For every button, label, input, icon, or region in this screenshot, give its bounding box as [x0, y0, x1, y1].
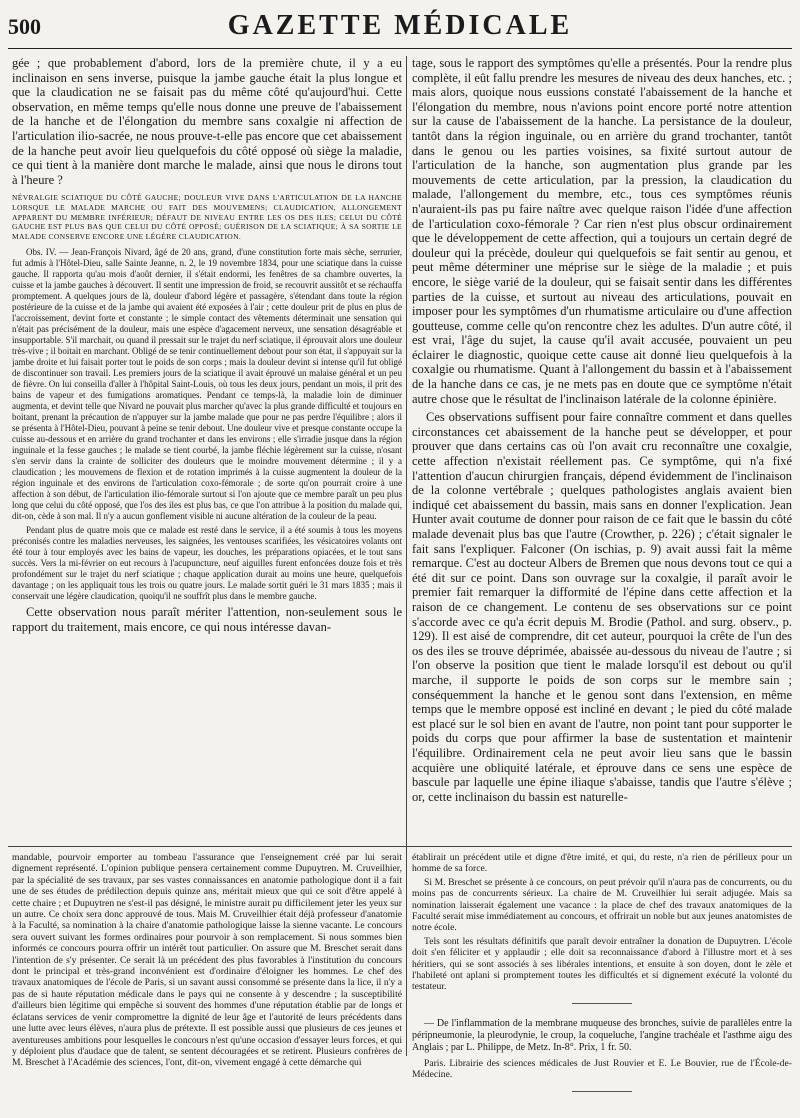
right-paragraph-2: Ces observations suffisent pour faire connaître comment et dans quelles circonstances cet abaissement de la hanche peut se développer, et pour prouver que dans certains cas où l'on avait cru reconnaître une coxalgie, cette affection n'existait réellement pas. Ce symptôme, qui n'a fixé l'attention d'aucun chirurgien français, dépend évidemment de l'inclinaison de la colonne vertébrale ; quelques pathologistes anglais avaient bien indiqué cet abaissement du bassin, mais sans en donner l'explication. Jean Hunter avait coutume de donner pour raison de ce fait que le bassin du côté malade devenait plus bas que l'autre (Crowther, p. 226) ; c'était signaler le fait sans l'expliquer. Falconer (On ischias, p. 9) avait aussi fait la même remarque. C'est au docteur Albers de Bremen que nous devons tout ce qui a été dit sur ce point. Dans son ouvrage sur la coxalgie, il paraît avoir le premier fait remarquer la difformité de l'épine dans cette affection et la raison de ce changement. Le contenu de ses observations sur ce point s'accorde avec ce qu'a écrit depuis M. Brodie (Pathol. and surg. observ., p. 129). Il est aisé de comprendre, dit cet auteur, pourquoi la crête de l'un des os des iles se trouve déprimée, abaissée au-dessous du niveau de l'autre ; si l'on observe la position que tient le malade lorsqu'il est debout ou qu'il marche, il supporte le poids de son corps sur le membre sain ; conséquemment la hanche et le genou sont dans l'extension, en même temps que le membre opposé est incliné en devant ; le pied du côté malade est placé sur le sol bien en avant de l'autre, non point tant pour supporter le poids du corps que pour affirmer la base de sustentation et maintenir l'équilibre. Ordinairement cela ne peut avoir lieu sans que le bassin acquière une obliquité latérale, et éprouve dans ce sens une espèce de bascule par laquelle une épine iliaque s'abaisse, tandis que l'autre s'élève ; or, cette inclinaison du bassin est naturelle-: [412, 410, 792, 804]
end-separator: [572, 1091, 632, 1092]
observation-heading: NÉVRALGIE SCIATIQUE DU CÔTÉ GAUCHE; DOULEUR VIVE DANS L'ARTICULATION DE LA HANCHE LORSQUE LE MALADE MARCHE OU FAIT DES MOUVEMENS; CLAUDICATION, ALLONGEMENT APPARENT DU MEMBRE INFÉRIEUR; DÉFAUT DE NIVEAU ENTRE LES OS DES ILES; CELUI DU CÔTÉ GAUCHE EST PLUS BAS QUE CELUI DU CÔTÉ OPPOSÉ; GUÉRISON DE LA SCIATIQUE; À SA SORTIE LE MALADE CONSERVE ENCORE UNE LÉGÈRE CLAUDICATION.: [12, 193, 402, 241]
left-column: [12, 56, 402, 846]
column-divider: [406, 56, 407, 1056]
footnote-left-text: mandable, pourvoir emporter au tombeau l'assurance que l'enseignement créé par lui serait dignement représenté. L'opinion publique pensera certainement comme Dupuytren. M. Cruveilhier, par la spécialité de ses travaux, par ses vastes connaissances en anatomie pathologique dont il a fait une de ses études de prédilection depuis quinze ans, méritait mieux que qui ce soit d'être appelé à cette chaire ; et Dupuytren ne s'est-il pas désigné, le ministre aurait pu difficilement jeter les yeux sur un autre. Ce choix sera donc approuvé de tous. Mais M. Cruveilhier était déjà professeur d'anatomie à la Faculté, sa nomination à la chaire d'anatomie pathologique laisse la sienne vacante. Le concours sera ouvert suivant les formes ordinaires pour pourvoir à son remplacement. Si nous sommes bien informés ce concours pourra offrir un intérêt tout particulier. On assure que M. Breschet serait dans l'intention de s'y présenter. Ce serait là un précédent des plus favorables à l'institution du concours dont le principal et très-grand inconvénient est d'ordinaire d'éloigner les hommes. Le chef des travaux anatomiques de l'école de Paris, si un savant aussi consommé se présente dans la lice, il n'y a pas de si haute réputation médicale dans le pays qui ne consente à y descendre ; la susceptibilité d'ailleurs bien légitime qui empêche si souvent des hommes d'une réputation établie par de longs et éclatans services de venir compromettre la dignité de leur âge et l'autorité de leurs précédents dans une lutte avec leurs élèves, n'aura plus de prétexte. Il est possible aussi que plusieurs de ces jeunes et aventureuses ambitions pour lesquelles le concours n'est qu'une occasion d'essayer leurs forces, et qui y déploient plus d'audace que de talent, se sentent découragées et se retirent. Plusieurs confrères de M. Breschet à l'Académie des sciences, l'ont, dit-on, vivement engagé à cette démarche qui: [12, 852, 402, 1069]
footnote-right: [412, 852, 792, 1112]
journal-title: GAZETTE MÉDICALE: [227, 10, 573, 41]
left-paragraph-3: Cette observation nous paraît mériter l'attention, non-seulement sous le rapport du traitement, mais encore, ce qui nous intéresse davan-: [12, 605, 402, 634]
footnote-separator: [572, 1003, 632, 1004]
bibliography-entry: — De l'inflammation de la membrane muqueuse des bronches, suivie de parallèles entre la péripneumonie, la pleurodynie, le croup, la coqueluche, l'angine trachéale et l'asthme aigu des Anglais ; par L. Philippe, de Metz. In-8°. Prix, 1 fr. 50.: [412, 1017, 792, 1053]
footnote-right-p1: établirait un précédent utile et digne d'être imité, et qui, du reste, n'a rien de périlleux pour un homme de sa force.: [412, 852, 792, 875]
observation-body: Obs. IV. — Jean-François Nivard, âgé de 20 ans, grand, d'une constitution forte mais sèche, serrurier, fut admis à l'Hôtel-Dieu, salle Sainte Jeanne, n. 2, le 19 novembre 1834, pour une sciatique dans la cuisse gauche. Il rapporta qu'au mois d'août dernier, il s'était endormi, les fenêtres de sa chambre ouvertes, la cuisse et la jambe gauches à découvert. Il sentit une impression de froid, se recouvrit aussitôt et se réchauffa promptement. A quelques jours de là, douleur d'abord légère et passagère, s'étendant dans toute la région postérieure de la cuisse et de la jambe qui avaient été exposées à l'air ; cette douleur prit de plus en plus de l'accroissement, devint forte et constante ; le simple contact des vêtements déterminait une sensation qui n'était pas précisément de la douleur, mais une espèce d'agacement nerveux, une sensation désagréable et insupportable. S'il marchait, ou quand il pressait sur le trajet du nerf sciatique, il éprouvait alors une douleur très-vive ; il boitait en marchant. Obligé de se tenir continuellement debout pour son état, il s'appuyait sur la jambe droite et lui faisait porter tout le poids de son corps ; mais la douleur devint si intense qu'il fut obligé de discontinuer son travail. Les premiers jours de la sciatique il avait éprouvé un malaise général et un peu de fièvre. On lui conseilla d'aller à l'hôpital Saint-Louis, où tous les deux jours, pendant un mois, il prit des bains de vapeur et des fumigations aromatiques. Pendant ce temps-là, la maladie loin de diminuer augmenta, et devint telle que Nivard ne pouvait plus marcher qu'avec la plus grande difficulté et toujours en boitant, prenant la précaution de n'appuyer sur la jambe malade que pour ne pas perdre l'équilibre ; alors il se présenta à l'Hôtel-Dieu, pouvant à peine se tenir debout. Une douleur vive et presque constante occupe la cuisse au-dessous et en arrière du grand trochanter et dans les environs ; elle s'irradie jusque dans la région inguinale et la fesse gauches ; le malade se tient courbé, la jambe fléchie légèrement sur la cuisse, n'osant s'en servir dans la crainte de solliciter des douleurs que le moindre mouvement détermine ; il y a claudication ; les mouvemens de flexion et de rotation imprimés à la cuisse augmentent la douleur de la région inguinale et des environs de l'articulation coxo-fémorale ; de sorte qu'on pourrait croire à une affection à son début, de l'articulation ilio-fémorale surtout si l'on ajoute que ce membre paraît un peu plus long que celui du côté opposé, que l'os des iles est plus bas, ce que l'on attribue à la position du malade qui, dit-on, cède à son mal. Il n'y a aucun gonflement visible ni aucune altération de la couleur de la peau.: [12, 247, 402, 522]
left-paragraph-2: Pendant plus de quatre mois que ce malade est resté dans le service, il a été soumis à tous les moyens préconisés contre les maladies nerveuses, les saignées, les ventouses scarifiées, les vésicatoires volants ont été tour à tour employés avec les bains de vapeur, les douches, les préparations opiacées, et le tout sans succès. Vers la mi-février on eut recours à l'acupuncture, neuf aiguilles furent enfoncées douze fois et très profondément sur le trajet du nerf sciatique ; chaque application durait au moins une heure, quelquefois davantage ; on les appliquait tous les trois ou quatre jours. Le malade sortit guéri le 31 mars 1835 ; mais il conservait une légère claudication, quoiqu'il ne souffrît plus dans le membre gauche.: [12, 525, 402, 602]
left-paragraph-1: gée ; que probablement d'abord, lors de la première chute, il y a eu inclinaison en sens inverse, puisque la jambe gauche était la plus longue et que la claudication ne se faisait pas du même côté qu'aujourd'hui. Cette observation, en même temps qu'elle nous donne une preuve de l'abaissement de la hanche et de l'élongation du membre sans coxalgie ni affection de l'articulation ilio-sacrée, ne nous prouve-t-elle pas encore que cet abaissement de la hanche peut avoir lieu quelquefois du côté opposé où siège la maladie, ce qui tient à la manière dont marche le malade, ainsi que nous le dirons tout à l'heure ?: [12, 56, 402, 187]
right-column: [412, 56, 792, 846]
footnote-right-p3: Tels sont les résultats définitifs que paraît devoir entraîner la donation de Dupuytren. L'école doit s'en féliciter et y applaudir ; elle doit sa reconnaissance d'abord à l'illustre mort et à ses héritiers, qui se sont associés à ses libérales intentions, et ensuite à son doyen, dont le zèle et l'habileté ont aplani si promptement toutes les difficultés et si dignement exécuté la volonté du testateur.: [412, 935, 792, 993]
header-rule: [8, 48, 792, 49]
footnote-rule: [8, 846, 792, 847]
footnote-right-p2: Si M. Breschet se présente à ce concours, on peut prévoir qu'il n'aura pas de concurrents, ou du moins pas de concurrents sérieux. La chaire de M. Cruveilhier lui serait adjugée. Mais sa nomination laisserait également une vacance : la place de chef des travaux anatomiques de la Faculté serait mise immédiatement au concours, et offrirait un noble but aux jeunes anatomistes de notre école.: [412, 876, 792, 934]
footnote-left: [12, 852, 402, 1112]
page-header: [8, 8, 792, 48]
bibliography-publisher: Paris. Librairie des sciences médicales de Just Rouvier et E. Le Bouvier, rue de l'École-de-Médecine.: [412, 1057, 792, 1081]
page-number: 500: [8, 14, 41, 39]
right-paragraph-1: tage, sous le rapport des symptômes qu'elle a présentés. Pour la rendre plus complète, il eût fallu prendre les mesures de niveau des deux hanches, etc. ; mais alors, quoique nous eussions constaté l'abaissement de la hanche et l'élongation du membre, nous n'avions point encore porté notre attention sur la cause de l'abaissement de la hanche. La persistance de la douleur, tantôt dans la région inguinale, ou en arrière du grand trochanter, tantôt dans le genou ou les parties voisines, sa fixité surtout autour de l'articulation de la hanche, son augmentation plus grande par les mouvements de cette articulation, par la pression, la claudication du malade, l'allongement du membre, etc., tous ces symptômes réunis n'auraient-ils pas pu faire naître avec quelque raison l'idée d'une affection de l'articulation coxo-fémorale ? Car rien n'est plus obscur ordinairement que le développement de cette affection, qui a toujours un certain degré de douleur qui la précède, douleur qui quelquefois se fait sentir au genou, et peut même déterminer une méprise sur le siège de la maladie ; et puis encore, le siège varié de la douleur, qui se faisait sentir dans les différentes parties de la cuisse, et surtout au niveau des articulations, pouvait en imposer pour les symptômes d'un rhumatisme articulaire ou d'une affection goutteuse, comme celle qu'on rencontre chez les adultes. D'un autre côté, il est vrai, l'âge du sujet, la cause qu'il avait accusée, pouvaient un peu éclairer le diagnostic, quoique cette cause ait donné lieu quelquefois à la coxalgie ou rhumatisme. Quant à l'allongement du bassin et à l'abaissement de la hanche dans ce cas, je ne mets pas en doute que ce symptôme n'était autre chose que le résultat de l'inclinaison latérale de la colonne épinière.: [412, 56, 792, 406]
